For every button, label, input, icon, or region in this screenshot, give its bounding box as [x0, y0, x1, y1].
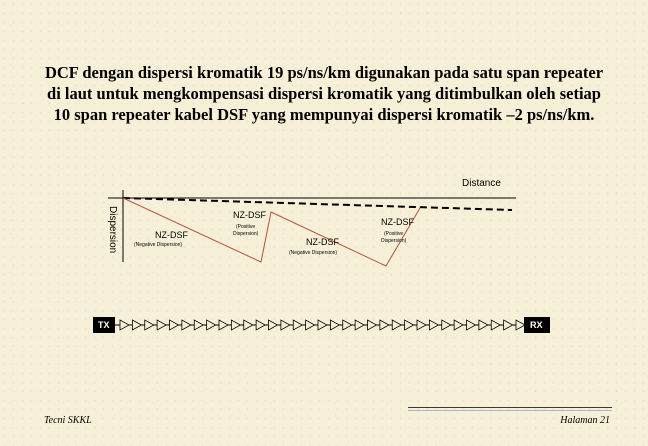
- footer-rule: [408, 407, 612, 408]
- repeater-icon: [256, 320, 265, 330]
- nzdsf-negative-1-label: NZ-DSF: [155, 230, 188, 240]
- footer-course-name: Tecni SKKL: [44, 415, 92, 426]
- repeater-icon: [120, 320, 129, 330]
- nzdsf-positive-1-note-a: (Positive: [236, 224, 256, 230]
- nzdsf-positive-1-note-b: Dispersion): [233, 231, 259, 237]
- repeater-icon: [429, 320, 438, 330]
- repeater-icon: [269, 320, 278, 330]
- rx-label: RX: [530, 320, 543, 330]
- distance-label: Distance: [462, 178, 501, 189]
- nzdsf-positive-2-label: NZ-DSF: [381, 217, 414, 227]
- repeater-icon: [380, 320, 389, 330]
- repeater-icon: [145, 320, 154, 330]
- footer-rule-accent: [408, 410, 612, 411]
- repeater-icon: [467, 320, 476, 330]
- repeater-icon: [355, 320, 364, 330]
- repeater-icon: [405, 320, 414, 330]
- repeater-icon: [182, 320, 191, 330]
- repeater-icon: [417, 320, 426, 330]
- nzdsf-negative-1-note: (Negative Dispersion): [134, 242, 183, 248]
- repeater-icon: [504, 320, 513, 330]
- repeater-icon: [219, 320, 228, 330]
- repeater-icon: [516, 320, 525, 330]
- repeater-icon: [231, 320, 240, 330]
- nzdsf-positive-2-note-a: (Positive: [384, 231, 404, 237]
- nzdsf-positive-1-label: NZ-DSF: [233, 210, 266, 220]
- repeater-icon: [194, 320, 203, 330]
- average-dispersion-line: [123, 198, 512, 210]
- repeater-icon: [157, 320, 166, 330]
- tx-label: TX: [98, 320, 110, 330]
- repeater-icon: [244, 320, 253, 330]
- repeater-icon: [170, 320, 179, 330]
- footer-page-number: Halaman 21: [560, 415, 610, 426]
- repeater-icon: [207, 320, 216, 330]
- slide-title: DCF dengan dispersi kromatik 19 ps/ns/km digunakan pada satu span repeater di laut untuk mengkompensasi dispersi kromatik yang ditimbulkan oleh setiap 10 span repeater kabel DSF yang mempunyai dispersi kromatik –2 ps/ns/km.: [44, 63, 604, 124]
- repeater-icon: [479, 320, 488, 330]
- repeater-icon: [491, 320, 500, 330]
- repeater-icon: [306, 320, 315, 330]
- repeater-icon: [442, 320, 451, 330]
- repeater-icon: [293, 320, 302, 330]
- nzdsf-negative-2-note: (Negative Dispersion): [289, 250, 338, 256]
- repeater-icon: [318, 320, 327, 330]
- repeater-icon: [132, 320, 141, 330]
- repeater-icon: [330, 320, 339, 330]
- dispersion-label: Dispersion: [107, 206, 118, 254]
- nzdsf-positive-2-note-b: Dispersion): [381, 238, 407, 244]
- nzdsf-negative-2-label: NZ-DSF: [306, 237, 339, 247]
- repeater-icon: [343, 320, 352, 330]
- repeater-icon: [281, 320, 290, 330]
- repeater-icon: [454, 320, 463, 330]
- repeater-icon: [368, 320, 377, 330]
- repeater-icon: [392, 320, 401, 330]
